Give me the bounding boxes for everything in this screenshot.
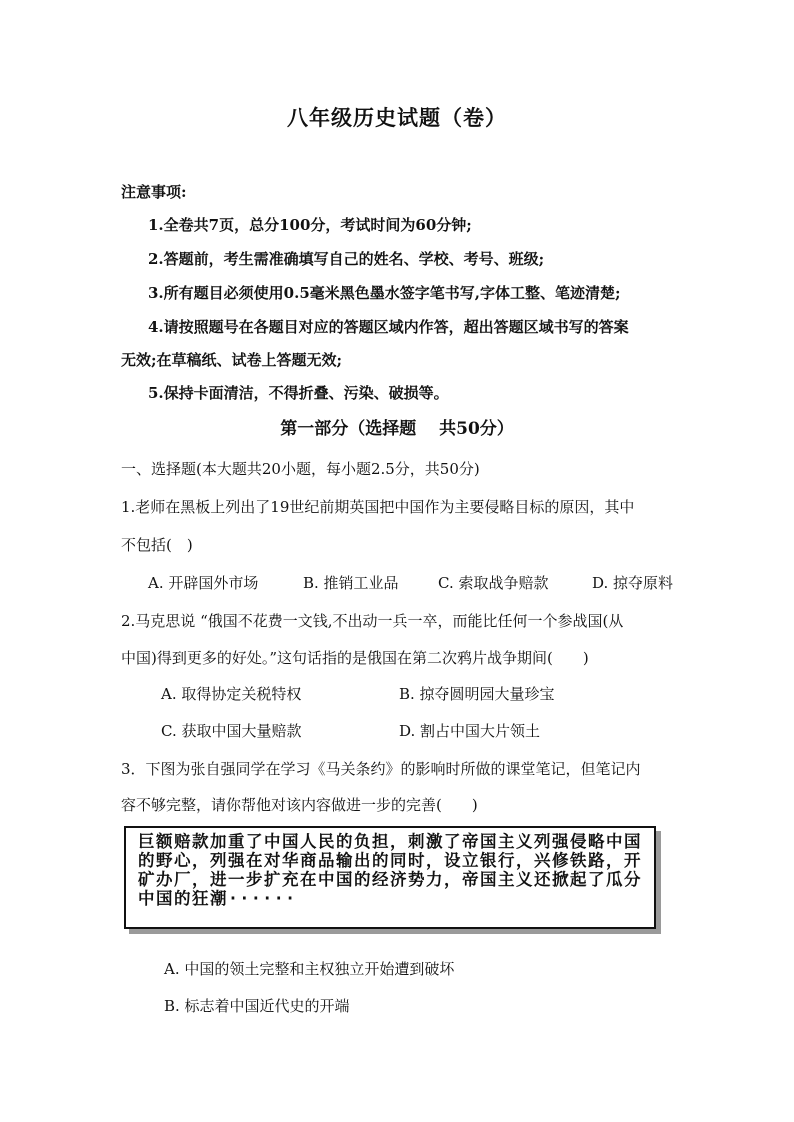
answer-option: C. 索取战争赔款: [438, 574, 549, 592]
answer-option: B. 掠夺圆明园大量珍宝: [399, 685, 555, 703]
question-stem: 不包括( ): [121, 536, 193, 554]
answer-option: B. 标志着中国近代史的开端: [164, 997, 350, 1015]
notice-item: 5.保持卡面清洁，不得折叠、污染、破损等。: [148, 384, 449, 402]
answer-option: D. 掠夺原料: [592, 574, 674, 592]
notice-item: 4.请按照题号在各题目对应的答题区域内作答，超出答题区域书写的答案: [148, 318, 629, 336]
notice-item: 1.全卷共7页，总分100分，考试时间为60分钟;: [148, 216, 472, 234]
class-note-image: [124, 826, 656, 929]
page-title: 八年级历史试题（卷）: [287, 105, 507, 130]
answer-option: B. 推销工业品: [303, 574, 399, 592]
notice-item-continuation: 无效;在草稿纸、试卷上答题无效;: [121, 351, 343, 369]
question-stem: 容不够完整，请你帮他对该内容做进一步的完善( ): [121, 796, 478, 814]
question-stem: 3．下图为张自强同学在学习《马关条约》的影响时所做的课堂笔记，但笔记内: [121, 760, 641, 778]
answer-option: A. 中国的领土完整和主权独立开始遭到破坏: [164, 960, 455, 978]
answer-option: A. 开辟国外市场: [148, 574, 259, 592]
answer-option: A. 取得协定关税特权: [161, 685, 302, 703]
question-stem: 中国)得到更多的好处。”这句话指的是俄国在第二次鸦片战争期间( ): [121, 649, 589, 667]
question-stem: 1.老师在黑板上列出了19世纪前期英国把中国作为主要侵略目标的原因，其中: [121, 498, 635, 516]
notice-heading: 注意事项:: [121, 183, 187, 201]
answer-option: C. 获取中国大量赔款: [161, 722, 302, 740]
question-stem: 2.马克思说 “俄国不花费一文钱,不出动一兵一卒，而能比任何一个参战国(从: [121, 612, 624, 630]
class-note-text: 巨额赔款加重了中国人民的负担，刺激了帝国主义列强侵略中国的野心，列强在对华商品输出的同时，设立银行，兴修铁路，开矿办厂，进一步扩充在中国的经济势力，帝国主义还掀起了瓜分中国的狂潮······: [138, 832, 642, 908]
answer-option: D. 割占中国大片领土: [399, 722, 541, 740]
section-instruction: 一、选择题(本大题共20小题，每小题2.5分，共50分): [121, 460, 480, 478]
section-heading: 第一部分（选择题 共50分）: [280, 419, 514, 439]
notice-item: 2.答题前，考生需准确填写自己的姓名、学校、考号、班级;: [148, 250, 545, 268]
notice-item: 3.所有题目必须使用0.5毫米黑色墨水签字笔书写,字体工整、笔迹清楚;: [148, 284, 621, 302]
